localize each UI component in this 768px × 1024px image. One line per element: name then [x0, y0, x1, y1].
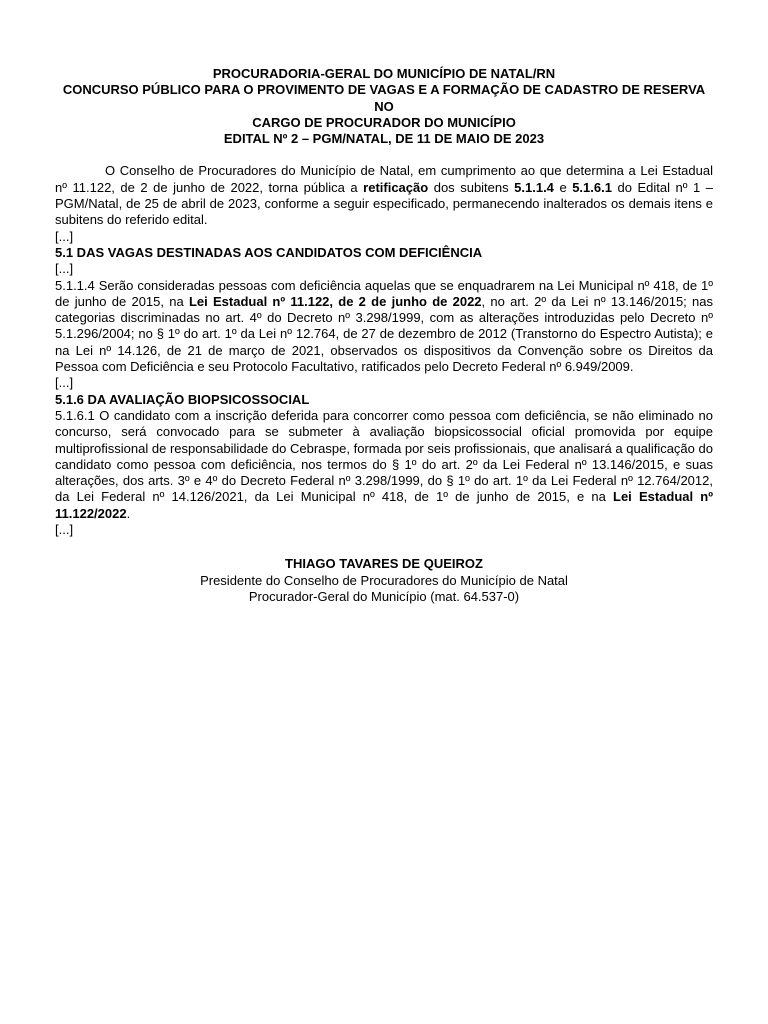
header-line-edict: EDITAL Nº 2 – PGM/NATAL, DE 11 DE MAIO DE 2023: [223, 131, 545, 147]
intro-bold-retificacao: retificação: [363, 179, 429, 195]
intro-paragraph: [55, 163, 713, 228]
item-5114-text-1: 5.1.1.4 Serão consideradas pessoas com deficiência aquelas que se enquadrarem na Lei Municipal nº 418, de 1º de junho de 2015, na: [55, 277, 713, 309]
intro-text-1: O Conselho de Procuradores do Município de Natal, em cumprimento ao que determina a Lei Estadual nº 11.122, de 2 de junho de 2022, torna pública a: [55, 163, 713, 195]
item-5114-text-2: , no art. 2º da Lei nº 13.146/2015; nas categorias discriminadas no art. 4º do Decreto nº 3.298/1999, com as alterações introduzidas pelo Decreto nº 5.1.296/2004; no § 1º do art. 1º da Lei nº 12.764, de 27 de dezembro de 2012 (Transtorno do Espectro Autista); e na Lei nº 14.126, de 21 de março de 2021, observados os dispositivos da Convenção sobre os Direitos da Pessoa com Deficiência e seu Protocolo Facultativo, ratificados pelo Decreto Federal nº 6.949/2009.: [55, 293, 714, 375]
item-5161-bold-law: Lei Estadual nº 11.122/2022: [55, 489, 713, 521]
item-5161-text-2: .: [126, 505, 131, 521]
intro-text-3: e: [553, 179, 573, 195]
document-header: [55, 66, 713, 147]
item-5114-bold-law: Lei Estadual nº 11.122, de 2 de junho de 2022: [188, 293, 482, 309]
intro-bold-item-5114: 5.1.1.4: [514, 179, 554, 195]
ellipsis-4: [...]: [55, 522, 74, 538]
section-title-51: 5.1 DAS VAGAS DESTINADAS AOS CANDIDATOS COM DEFICIÊNCIA: [55, 244, 483, 260]
signatory-role-2: Procurador-Geral do Município (mat. 64.537-0): [248, 588, 520, 604]
item-5114-paragraph: [55, 278, 713, 376]
intro-text-4: do Edital nº 1 – PGM/Natal, de 25 de abril de 2023, conforme a seguir especificado, permanecendo inalterados os demais itens e subitens do referido edital.: [55, 179, 713, 228]
ellipsis-2: [...]: [55, 261, 74, 277]
section-title-516: 5.1.6 DA AVALIAÇÃO BIOPSICOSSOCIAL: [55, 391, 310, 407]
document-body: [55, 66, 713, 605]
item-5161-paragraph: [55, 408, 713, 522]
signatory-role-1: Presidente do Conselho de Procuradores do Município de Natal: [200, 572, 568, 588]
header-line-institution: PROCURADORIA-GERAL DO MUNICÍPIO DE NATAL/RN: [212, 66, 556, 81]
ellipsis-1: [...]: [55, 228, 74, 244]
signature-block: [55, 556, 713, 605]
header-line-position: CARGO DE PROCURADOR DO MUNICÍPIO: [252, 114, 516, 130]
item-5161-text-1: 5.1.6.1 O candidato com a inscrição deferida para concorrer como pessoa com deficiência, se não eliminado no concurso, será convocado para se submeter à avaliação biopsicossocial oficial promovida por equipe multiprofissional de responsabilidade do Cebraspe, formada por seis profissionais, que analisará a qualificação do candidato como pessoa com deficiência, nos termos do § 1º do art. 2º da Lei Federal nº 13.146/2015, e suas alterações, dos arts. 3º e 4º do Decreto Federal nº 3.298/1999, do § 1º do art. 1º da Lei Federal nº 12.764/2012, da Lei Federal nº 14.126/2021, da Lei Municipal nº 418, de 1º de junho de 2015, e na: [55, 407, 713, 505]
header-line-contest: CONCURSO PÚBLICO PARA O PROVIMENTO DE VAGAS E A FORMAÇÃO DE CADASTRO DE RESERVA NO: [62, 82, 706, 114]
intro-text-2: dos subitens: [428, 179, 515, 195]
ellipsis-3: [...]: [55, 375, 74, 391]
intro-bold-item-5161: 5.1.6.1: [572, 179, 612, 195]
signatory-name: THIAGO TAVARES DE QUEIROZ: [285, 556, 483, 572]
